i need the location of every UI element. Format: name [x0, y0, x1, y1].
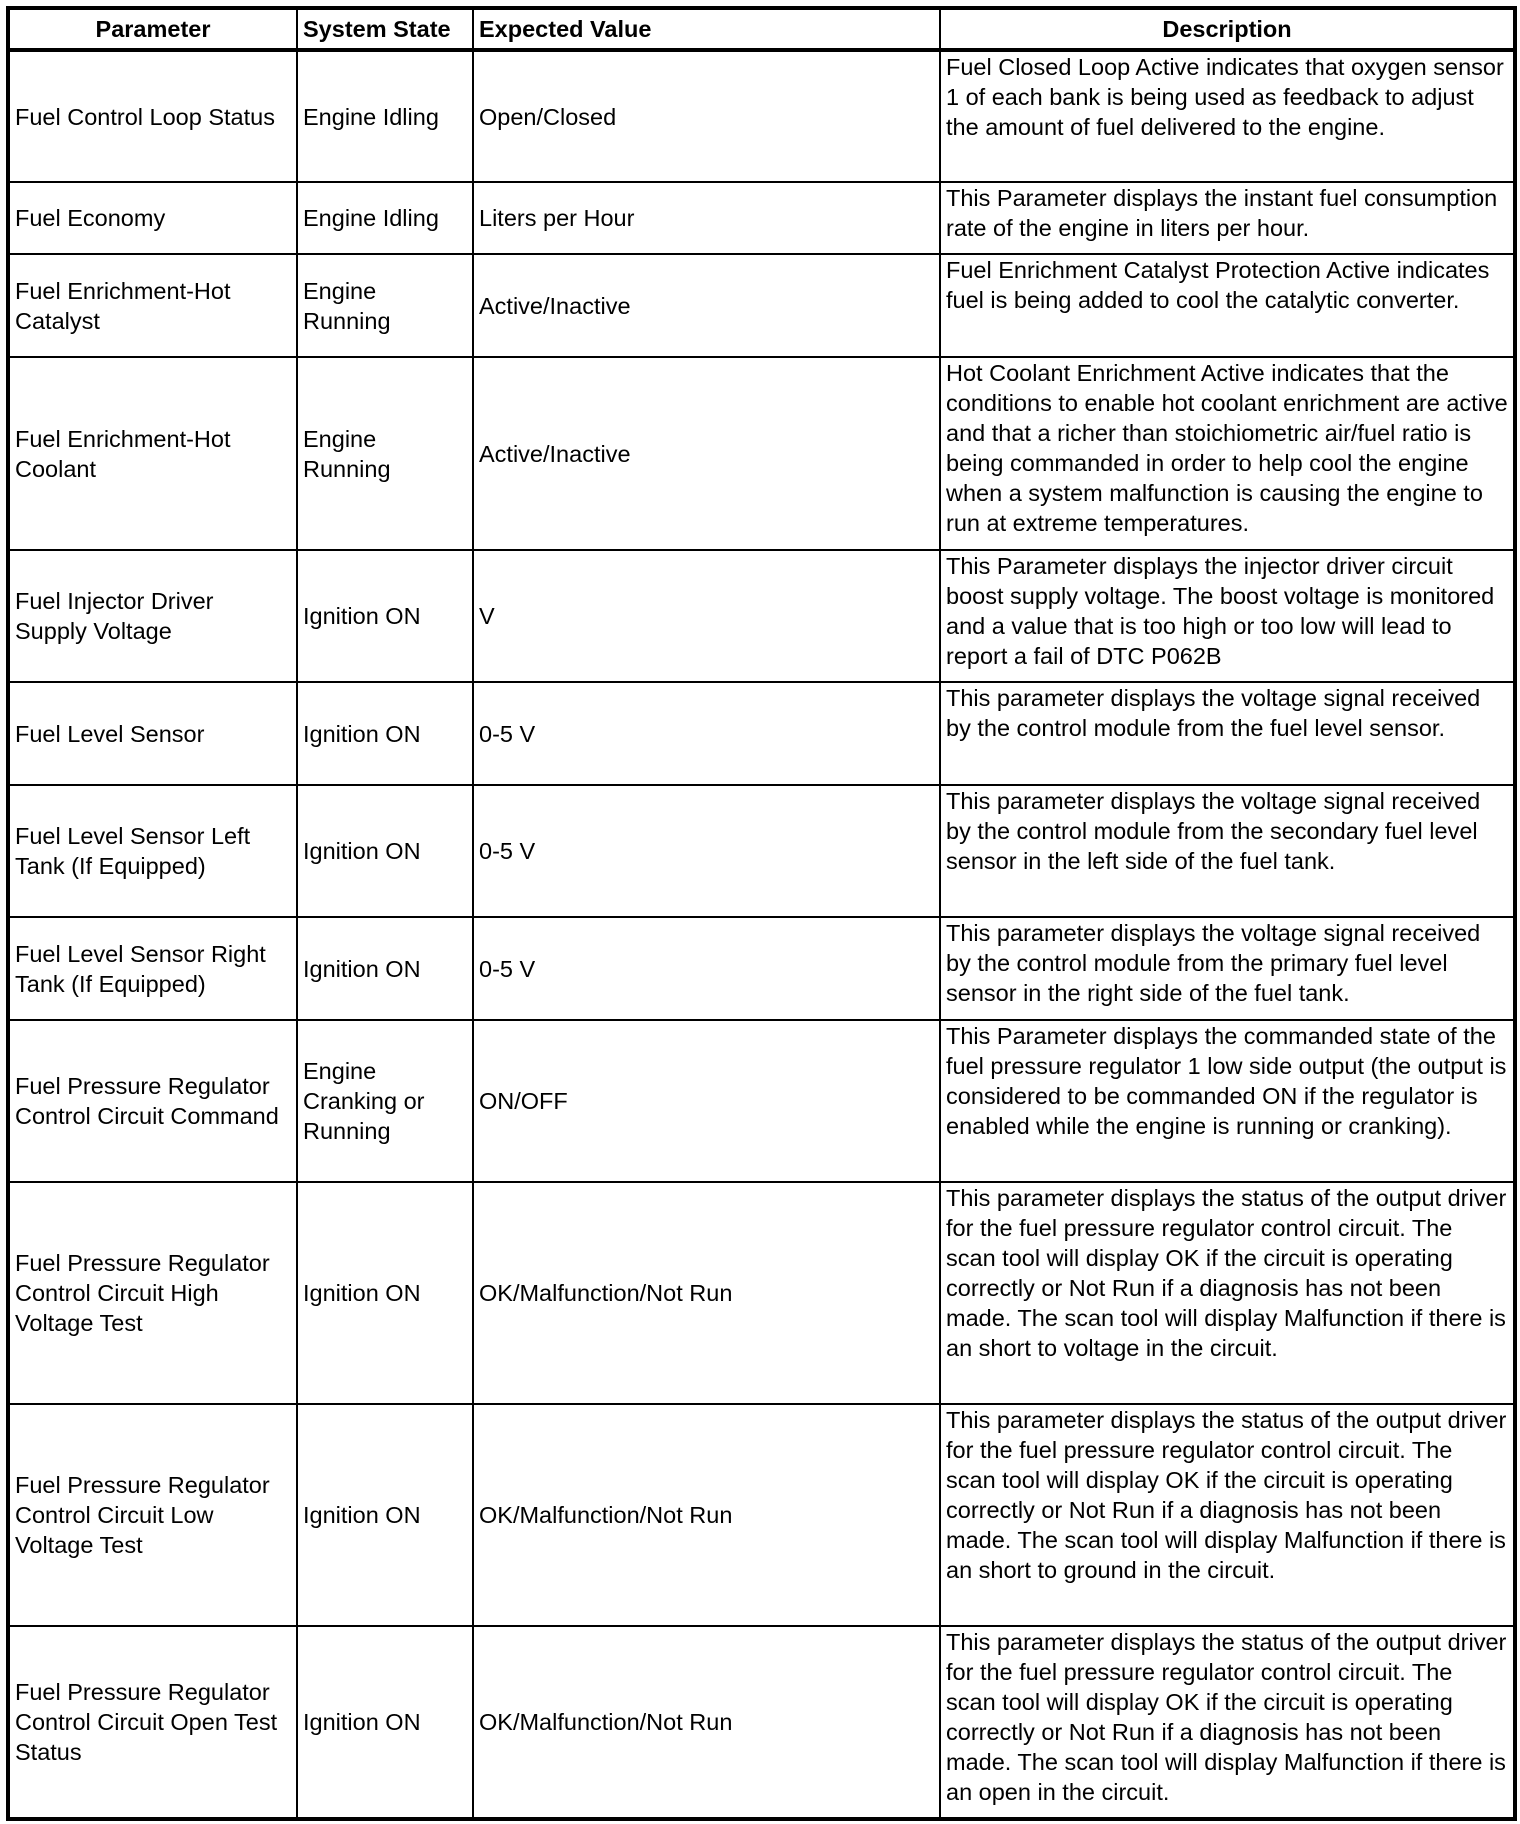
system-state-cell: Engine Idling	[297, 50, 473, 182]
expected-value-cell: 0-5 V	[473, 917, 940, 1020]
parameter-cell: Fuel Economy	[8, 182, 297, 254]
system-state-cell: Ignition ON	[297, 682, 473, 785]
table-row	[8, 682, 1515, 785]
system-state-cell: Ignition ON	[297, 550, 473, 682]
header-expected-value: Expected Value	[473, 8, 940, 50]
expected-value-cell: OK/Malfunction/Not Run	[473, 1404, 940, 1626]
expected-value-cell: Open/Closed	[473, 50, 940, 182]
description-cell: Hot Coolant Enrichment Active indicates that the conditions to enable hot coolant enrichment are active and that a richer than stoichiometric air/fuel ratio is being commanded in order to help cool the engine when a system malfunction is causing the engine to run at extreme temperatures.	[940, 357, 1515, 550]
table-header-row	[8, 8, 1515, 50]
expected-value-cell: Active/Inactive	[473, 254, 940, 357]
parameter-cell: Fuel Pressure Regulator Control Circuit Open Test Status	[8, 1626, 297, 1819]
expected-value-cell: 0-5 V	[473, 682, 940, 785]
system-state-cell: Engine Idling	[297, 182, 473, 254]
table-row	[8, 182, 1515, 254]
header-parameter: Parameter	[8, 8, 297, 50]
expected-value-cell: Liters per Hour	[473, 182, 940, 254]
description-cell: This Parameter displays the instant fuel consumption rate of the engine in liters per hour.	[940, 182, 1515, 254]
description-cell: This parameter displays the voltage signal received by the control module from the fuel level sensor.	[940, 682, 1515, 785]
expected-value-cell: 0-5 V	[473, 785, 940, 917]
description-cell: This parameter displays the status of the output driver for the fuel pressure regulator control circuit. The scan tool will display OK if the circuit is operating correctly or Not Run if a diagnosis has not been made. The scan tool will display Malfunction if there is an short to ground in the circuit.	[940, 1404, 1515, 1626]
system-state-cell: Engine Running	[297, 357, 473, 550]
parameter-table	[6, 6, 1517, 1821]
table-row	[8, 550, 1515, 682]
table-row	[8, 785, 1515, 917]
system-state-cell: Ignition ON	[297, 785, 473, 917]
table-row	[8, 1182, 1515, 1404]
expected-value-cell: OK/Malfunction/Not Run	[473, 1626, 940, 1819]
description-cell: This parameter displays the status of the output driver for the fuel pressure regulator control circuit. The scan tool will display OK if the circuit is operating correctly or Not Run if a diagnosis has not been made. The scan tool will display Malfunction if there is an open in the circuit.	[940, 1626, 1515, 1819]
expected-value-cell: Active/Inactive	[473, 357, 940, 550]
system-state-cell: Engine Running	[297, 254, 473, 357]
description-cell: This parameter displays the voltage signal received by the control module from the secondary fuel level sensor in the left side of the fuel tank.	[940, 785, 1515, 917]
table-row	[8, 1626, 1515, 1819]
description-cell: This Parameter displays the injector driver circuit boost supply voltage. The boost voltage is monitored and a value that is too high or too low will lead to report a fail of DTC P062B	[940, 550, 1515, 682]
parameter-cell: Fuel Pressure Regulator Control Circuit High Voltage Test	[8, 1182, 297, 1404]
system-state-cell: Ignition ON	[297, 1182, 473, 1404]
table-row	[8, 1404, 1515, 1626]
description-cell: This parameter displays the status of the output driver for the fuel pressure regulator control circuit. The scan tool will display OK if the circuit is operating correctly or Not Run if a diagnosis has not been made. The scan tool will display Malfunction if there is an short to voltage in the circuit.	[940, 1182, 1515, 1404]
header-description: Description	[940, 8, 1515, 50]
expected-value-cell: ON/OFF	[473, 1020, 940, 1182]
parameter-cell: Fuel Enrichment-Hot Coolant	[8, 357, 297, 550]
expected-value-cell: V	[473, 550, 940, 682]
parameter-cell: Fuel Control Loop Status	[8, 50, 297, 182]
parameter-cell: Fuel Level Sensor Left Tank (If Equipped)	[8, 785, 297, 917]
table-row	[8, 254, 1515, 357]
description-cell: Fuel Closed Loop Active indicates that oxygen sensor 1 of each bank is being used as feedback to adjust the amount of fuel delivered to the engine.	[940, 50, 1515, 182]
parameter-cell: Fuel Level Sensor Right Tank (If Equipped)	[8, 917, 297, 1020]
description-cell: Fuel Enrichment Catalyst Protection Active indicates fuel is being added to cool the catalytic converter.	[940, 254, 1515, 357]
parameter-cell: Fuel Level Sensor	[8, 682, 297, 785]
description-cell: This parameter displays the voltage signal received by the control module from the primary fuel level sensor in the right side of the fuel tank.	[940, 917, 1515, 1020]
table-row	[8, 357, 1515, 550]
system-state-cell: Engine Cranking or Running	[297, 1020, 473, 1182]
table-row	[8, 1020, 1515, 1182]
system-state-cell: Ignition ON	[297, 1626, 473, 1819]
parameter-cell: Fuel Pressure Regulator Control Circuit Low Voltage Test	[8, 1404, 297, 1626]
header-system-state: System State	[297, 8, 473, 50]
expected-value-cell: OK/Malfunction/Not Run	[473, 1182, 940, 1404]
parameter-cell: Fuel Injector Driver Supply Voltage	[8, 550, 297, 682]
table-row	[8, 917, 1515, 1020]
table-row	[8, 50, 1515, 182]
description-cell: This Parameter displays the commanded state of the fuel pressure regulator 1 low side output (the output is considered to be commanded ON if the regulator is enabled while the engine is running or cranking).	[940, 1020, 1515, 1182]
system-state-cell: Ignition ON	[297, 1404, 473, 1626]
parameter-cell: Fuel Enrichment-Hot Catalyst	[8, 254, 297, 357]
parameter-cell: Fuel Pressure Regulator Control Circuit Command	[8, 1020, 297, 1182]
system-state-cell: Ignition ON	[297, 917, 473, 1020]
